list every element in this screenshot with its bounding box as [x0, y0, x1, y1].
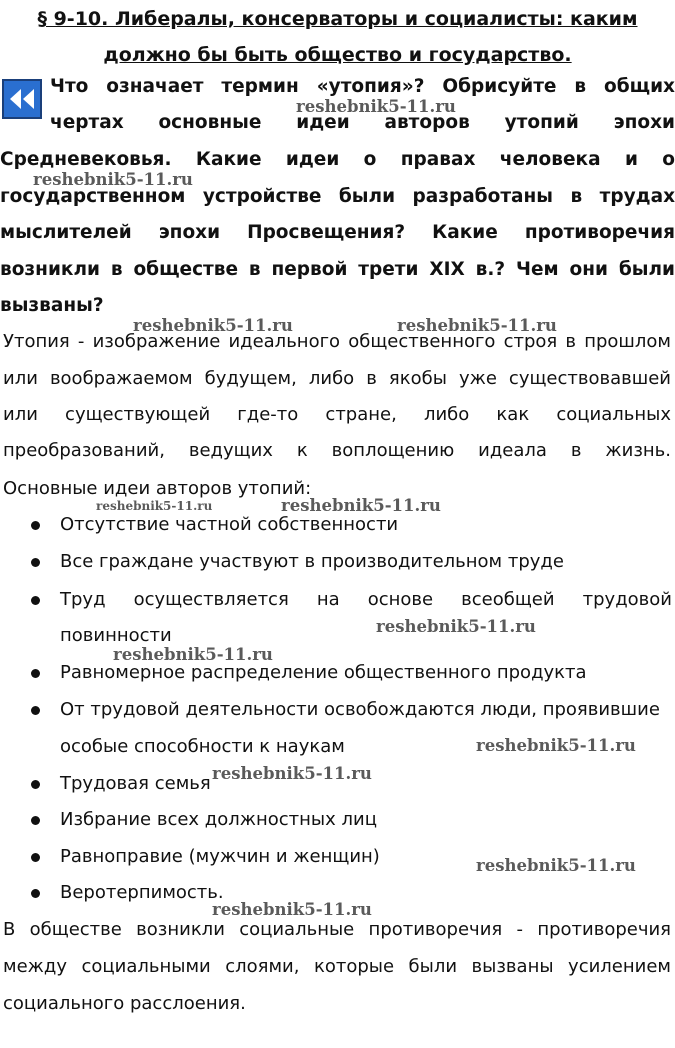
answer-line: преобразований, ведущих к воплощению идеала в жизнь.: [3, 440, 671, 461]
watermark: reshebnik5-11.ru: [212, 900, 372, 919]
watermark: reshebnik5-11.ru: [113, 645, 273, 664]
bullet-icon: [31, 669, 40, 678]
double-left-arrow-icon: [4, 81, 40, 117]
answer-line: или воображаемом будущем, либо в якобы уже существовавшей: [3, 368, 671, 389]
question-line: государственном устройстве были разработаны в трудах: [0, 186, 675, 207]
answer-line: социального расслоения.: [3, 993, 246, 1014]
bullet-icon: [31, 596, 40, 605]
bullet-icon: [31, 853, 40, 862]
watermark: reshebnik5-11.ru: [33, 170, 193, 189]
answer-line: Основные идеи авторов утопий:: [3, 478, 312, 499]
answer-line: В обществе возникли социальные противоречия - противоречия: [3, 919, 671, 940]
watermark: reshebnik5-11.ru: [281, 496, 441, 515]
watermark: reshebnik5-11.ru: [476, 856, 636, 875]
bullet-icon: [31, 780, 40, 789]
answer-line: Утопия - изображение идеального общественного строя в прошлом: [3, 331, 671, 352]
question-line: возникли в обществе в первой трети XIX в.? Чем они были: [0, 259, 675, 280]
bullet-icon: [31, 816, 40, 825]
watermark: reshebnik5-11.ru: [133, 316, 293, 335]
page-title-line-1: § 9-10. Либералы, консерваторы и социалисты: каким: [37, 8, 638, 30]
bullet-icon: [31, 889, 40, 898]
watermark: reshebnik5-11.ru: [296, 97, 456, 116]
bullet-icon: [31, 558, 40, 567]
question-line: чертах основные идеи авторов утопий эпохи: [50, 112, 675, 133]
answer-line: или существующей где-то стране, либо как социальных: [3, 404, 671, 425]
answer-line: между социальными слоями, которые были вызваны усилением: [3, 956, 671, 977]
bullet-icon: [31, 706, 40, 715]
watermark: reshebnik5-11.ru: [212, 764, 372, 783]
page-title-line-2: должно бы быть общество и государство.: [103, 44, 572, 66]
question-line: мыслителей эпохи Просвещения? Какие противоречия: [0, 222, 675, 243]
watermark: reshebnik5-11.ru: [476, 736, 636, 755]
bullet-icon: [31, 521, 40, 530]
watermark: reshebnik5-11.ru: [376, 617, 536, 636]
question-line: Средневековья. Какие идеи о правах человека и о: [0, 149, 675, 170]
watermark: reshebnik5-11.ru: [96, 499, 213, 513]
question-line: Что означает термин «утопия»? Обрисуйте в общих: [50, 76, 675, 97]
watermark: reshebnik5-11.ru: [397, 316, 557, 335]
question-line: вызваны?: [0, 295, 104, 316]
back-button[interactable]: [2, 79, 42, 119]
